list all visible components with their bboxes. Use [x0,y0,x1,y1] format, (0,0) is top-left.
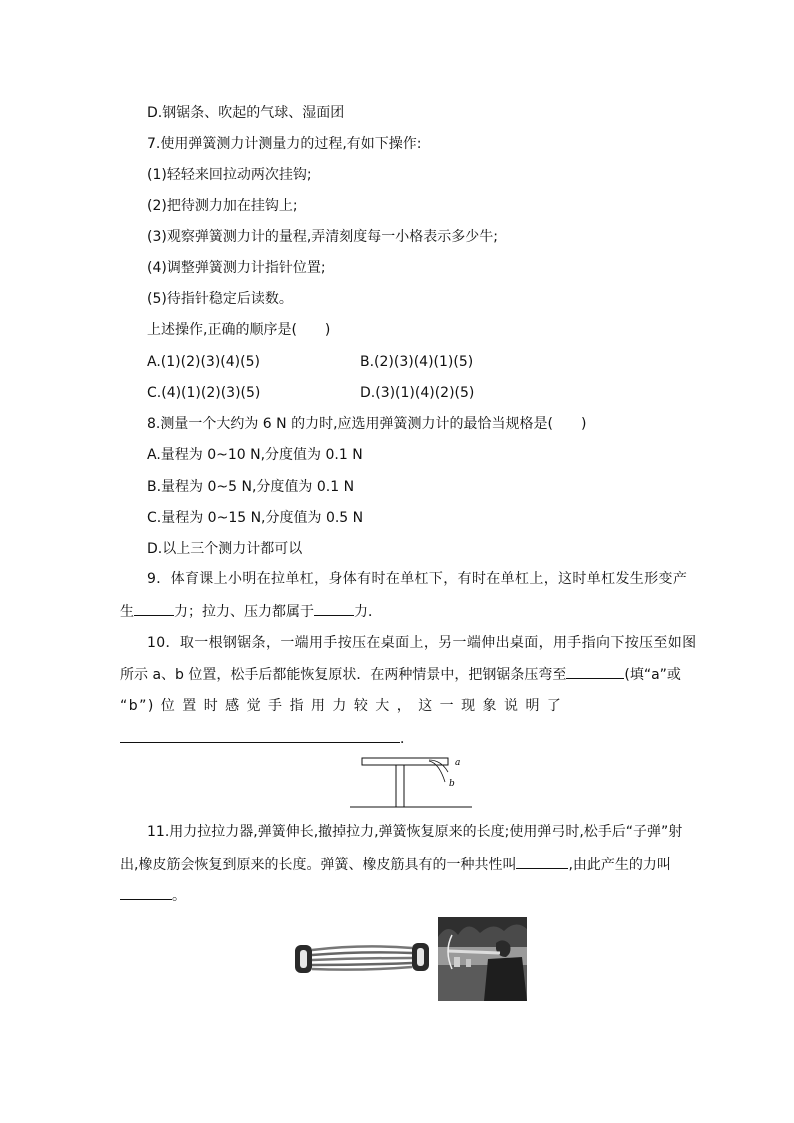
q8-option-a: A.量程为 0~10 N,分度值为 0.1 N [147,447,363,463]
q9-line-2 [120,601,382,622]
q11-blank-2[interactable] [120,885,172,900]
q7-option-d: D.(3)(1)(4)(2)(5) [360,385,475,401]
q7-step-4: (4)调整弹簧测力计指针位置; [147,260,326,276]
q9-blank-1[interactable] [134,601,174,616]
q10-figure [345,752,475,810]
q11-text-b: ,由此产生的力叫 [568,857,671,873]
q11-line-1: 11.用力拉拉力器,弹簧伸长,撤掉拉力,弹簧恢复原来的长度;使用弹弓时,松手后“子弹”射 [147,824,683,840]
chest-expander-image [292,938,432,978]
table-leg [396,765,404,807]
q9-line-1: 9．体育课上小明在拉单杠，身体有时在单杠下，有时在单杠上，这时单杠发生形变产 [147,571,688,587]
q10-line-1: 10．取一根钢锯条，一端用手按压在桌面上，另一端伸出桌面，用手指向下按压至如图 [147,635,697,651]
q7-question: 上述操作,正确的顺序是( ) [147,322,331,338]
archer-photo [438,917,527,1001]
spring-2 [312,952,412,955]
q7-option-a: A.(1)(2)(3)(4)(5) [147,354,260,370]
q9-text-b: 力；拉力、压力都属于 [174,604,314,620]
q11-line-3-end: 。 [172,888,186,904]
q7-step-2: (2)把待测力加在挂钩上; [147,198,298,214]
q10-blank-1[interactable] [566,664,624,679]
q8-option-b: B.量程为 0~5 N,分度值为 0.1 N [147,479,355,495]
q10-line-3: “b”) 位 置 时 感 觉 手 指 用 力 较 大 ， 这 一 现 象 说 明 了 [120,698,563,714]
q7-option-b: B.(2)(3)(4)(1)(5) [360,354,474,370]
q10-blank-2[interactable] [120,728,400,743]
q7-step-1: (1)轻轻来回拉动两次挂钩; [147,167,312,183]
q10-line-4-end: ． [400,731,414,747]
q7-stem: 7.使用弹簧测力计测量力的过程,有如下操作: [147,136,422,152]
spring-1 [312,946,412,950]
archer-body [484,957,527,1001]
q10-line-2 [120,664,681,685]
q10-text-b: (填“a”或 [624,667,681,683]
q9-text-a: 生 [120,604,134,620]
spring-5 [312,967,412,970]
label-b: b [449,779,455,789]
archer-arm [448,951,500,953]
q10-line-4 [120,728,414,749]
q7-step-3: (3)观察弹簧测力计的量程,弄清刻度每一小格表示多少牛; [147,229,498,245]
q11-line-2 [120,854,671,875]
q7-option-c: C.(4)(1)(2)(3)(5) [147,385,261,401]
spring-4 [312,963,412,965]
q11-line-3 [120,885,186,906]
q9-text-c: 力． [354,604,382,620]
q8-option-d: D.以上三个测力计都可以 [147,541,303,557]
q7-step-5: (5)待指针稳定后读数。 [147,291,293,307]
q8-option-c: C.量程为 0~15 N,分度值为 0.5 N [147,510,364,526]
label-a: a [455,758,461,768]
q6-option-d: D.钢锯条、吹起的气球、湿面团 [147,105,345,121]
spring-3 [312,958,412,960]
q8-stem: 8.测量一个大约为 6 N 的力时,应选用弹簧测力计的最恰当规格是( ) [147,416,587,432]
q11-blank-1[interactable] [516,854,568,869]
q10-text-a: 所示 a、b 位置，松手后都能恢复原状．在两种情景中，把钢锯条压弯至 [120,667,567,683]
q11-text-a: 出,橡皮筋会恢复到原来的长度。弹簧、橡皮筋具有的一种共性叫 [120,857,517,873]
q9-blank-2[interactable] [314,601,354,616]
